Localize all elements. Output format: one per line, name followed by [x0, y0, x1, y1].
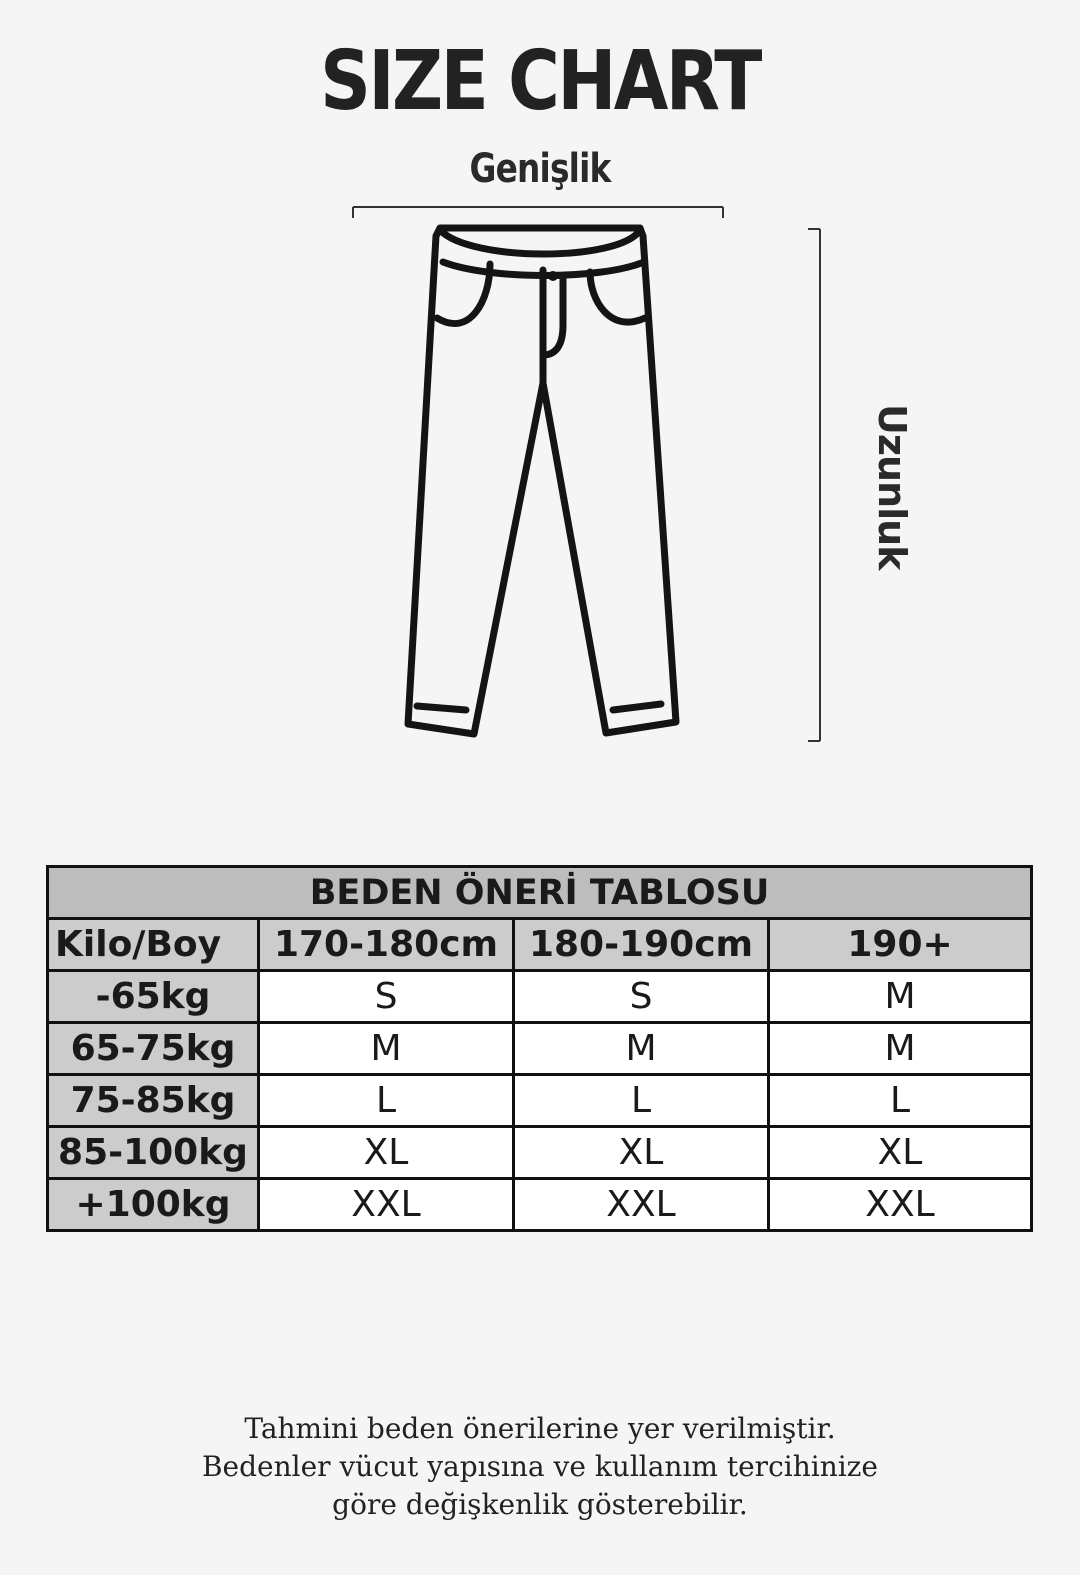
length-label: Uzunluk [870, 404, 914, 570]
note-line: Bedenler vücut yapısına ve kullanım tercihinize [201, 1450, 879, 1483]
disclaimer-note [0, 1410, 1080, 1524]
column-header: 190+ [769, 919, 1032, 971]
size-cell: L [514, 1075, 769, 1127]
width-bracket [353, 207, 723, 218]
size-cell: XXL [259, 1179, 514, 1231]
column-header: 170-180cm [259, 919, 514, 971]
table-row [48, 971, 1032, 1023]
row-header: 85-100kg [48, 1127, 259, 1179]
size-cell: M [514, 1023, 769, 1075]
size-cell: XL [769, 1127, 1032, 1179]
length-bracket [808, 229, 820, 741]
table-row [48, 1127, 1032, 1179]
pants-icon [408, 228, 676, 734]
note-line: Tahmini beden önerilerine yer verilmiştir. [244, 1412, 836, 1445]
size-cell: L [769, 1075, 1032, 1127]
size-cell: XL [259, 1127, 514, 1179]
corner-header: Kilo/Boy [48, 919, 259, 971]
row-header: 75-85kg [48, 1075, 259, 1127]
row-header: +100kg [48, 1179, 259, 1231]
size-cell: M [769, 971, 1032, 1023]
size-cell: XXL [514, 1179, 769, 1231]
table-row [48, 1179, 1032, 1231]
table-row [48, 1075, 1032, 1127]
size-cell: S [259, 971, 514, 1023]
size-cell: XL [514, 1127, 769, 1179]
size-cell: L [259, 1075, 514, 1127]
size-cell: XXL [769, 1179, 1032, 1231]
page-title: SIZE CHART [320, 34, 760, 129]
button-icon [548, 271, 558, 281]
size-cell: M [259, 1023, 514, 1075]
note-line: göre değişkenlik gösterebilir. [332, 1488, 748, 1521]
table-caption-row [48, 867, 1032, 919]
table-header-row [48, 919, 1032, 971]
size-recommendation-table [46, 865, 1033, 1232]
width-label: Genişlik [469, 146, 611, 192]
size-cell: M [769, 1023, 1032, 1075]
row-header: -65kg [48, 971, 259, 1023]
row-header: 65-75kg [48, 1023, 259, 1075]
table-caption: BEDEN ÖNERİ TABLOSU [48, 867, 1032, 919]
table-row [48, 1023, 1032, 1075]
size-cell: S [514, 971, 769, 1023]
column-header: 180-190cm [514, 919, 769, 971]
